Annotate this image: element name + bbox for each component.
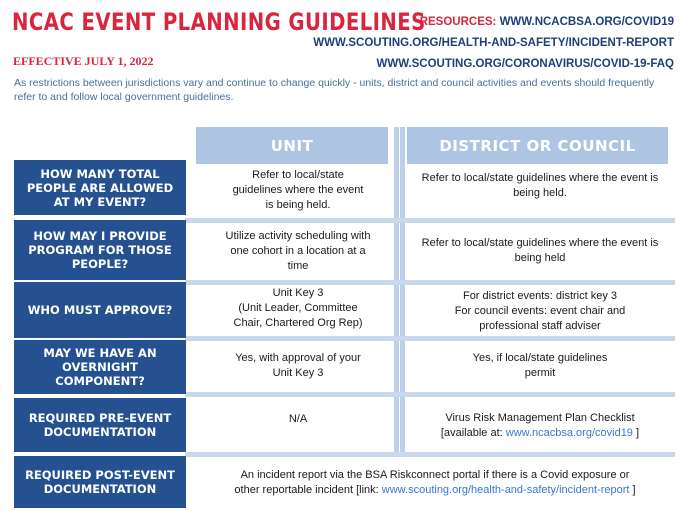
vertical-divider bbox=[394, 127, 399, 457]
row-label-provide-program: HOW MAY I PROVIDE PROGRAM FOR THOSE PEOPLE? bbox=[14, 220, 186, 280]
cell-line: Utilize activity scheduling with bbox=[225, 229, 371, 242]
cell-district-who-approves bbox=[412, 286, 668, 336]
cell-line: N/A bbox=[288, 412, 308, 425]
cell-unit-pre-event-docs bbox=[212, 408, 384, 430]
cell-line: permit bbox=[524, 367, 556, 379]
row-label-overnight: MAY WE HAVE AN OVERNIGHT COMPONENT? bbox=[14, 340, 186, 394]
row-label-pre-event-docs: REQUIRED PRE-EVENT DOCUMENTATION bbox=[14, 398, 186, 452]
vertical-divider bbox=[400, 127, 405, 457]
row-label-post-event-docs: REQUIRED POST-EVENT DOCUMENTATION bbox=[14, 456, 186, 508]
column-header-district-council: DISTRICT OR COUNCIL bbox=[407, 127, 668, 164]
row-divider bbox=[185, 392, 675, 397]
cell-line: Refer to local/state guidelines where the event is bbox=[421, 237, 659, 249]
link-prefix: [available at: bbox=[440, 427, 506, 439]
cell-line: An incident report via the BSA Riskconnect portal if there is a Covid exposure or bbox=[240, 469, 630, 481]
link-suffix: ] bbox=[629, 484, 636, 496]
link-incident-report[interactable]: www.scouting.org/health-and-safety/incident-report bbox=[381, 484, 630, 496]
cell-line: Yes, if local/state guidelines bbox=[472, 352, 608, 364]
cell-line: (Unit Leader, Committee bbox=[238, 301, 358, 314]
row-label-who-approves: WHO MUST APPROVE? bbox=[14, 282, 186, 338]
cell-line: Virus Risk Management Plan Checklist bbox=[445, 412, 635, 424]
resources-link-covid-faq[interactable]: WWW.SCOUTING.ORG/CORONAVIRUS/COVID-19-FAQ bbox=[376, 58, 674, 70]
cell-line: Unit Key 3 bbox=[272, 286, 324, 299]
cell-unit-total-people bbox=[212, 166, 384, 214]
cell-line: being held. bbox=[513, 187, 567, 199]
cell-unit-provide-program bbox=[212, 226, 384, 276]
cell-line: Yes, with approval of your bbox=[235, 352, 361, 364]
cell-line: Refer to local/state guidelines where the event is bbox=[421, 172, 659, 184]
cell-unit-who-approves bbox=[212, 283, 384, 333]
cell-line bbox=[200, 483, 670, 498]
cell-line: guidelines where the event bbox=[232, 183, 364, 196]
intro-text: As restrictions between jurisdictions vary and continue to change quickly - units, district and council activities and events should frequently refer to and follow local government guidelines. bbox=[14, 77, 655, 103]
link-suffix: ] bbox=[632, 427, 640, 439]
cell-line bbox=[412, 426, 668, 441]
resources-block bbox=[313, 12, 674, 75]
cell-line: Unit Key 3 bbox=[272, 367, 324, 379]
resources-line-1 bbox=[313, 12, 674, 33]
cell-line: Chair, Chartered Org Rep) bbox=[233, 316, 363, 329]
page-title: NCAC EVENT PLANNING GUIDELINES bbox=[12, 8, 426, 36]
resources-link-covid19[interactable]: WWW.NCACBSA.ORG/COVID19 bbox=[499, 16, 674, 28]
cell-line: Refer to local/state bbox=[252, 168, 344, 181]
cell-district-provide-program bbox=[412, 226, 668, 276]
resources-label: RESOURCES: bbox=[419, 16, 497, 28]
effective-date: EFFECTIVE JULY 1, 2022 bbox=[13, 54, 154, 68]
cell-line: one cohort in a location at a bbox=[230, 244, 366, 257]
cell-line: For council events: event chair and bbox=[454, 304, 626, 317]
row-divider bbox=[185, 218, 675, 223]
link-ncacbsa-covid19[interactable]: www.ncacbsa.org/covid19 bbox=[505, 427, 633, 439]
cell-line: For district events: district key 3 bbox=[462, 289, 618, 302]
row-label-total-people: HOW MANY TOTAL PEOPLE ARE ALLOWED AT MY EVENT? bbox=[14, 160, 186, 215]
row-divider bbox=[185, 336, 675, 341]
resources-link-incident-report[interactable]: WWW.SCOUTING.ORG/HEALTH-AND-SAFETY/INCIDENT-REPORT bbox=[313, 37, 674, 49]
row-divider bbox=[185, 452, 675, 457]
link-prefix: other reportable incident [link: bbox=[234, 484, 382, 496]
cell-line: being held bbox=[514, 252, 566, 264]
cell-line: time bbox=[287, 259, 309, 272]
cell-district-overnight bbox=[412, 348, 668, 384]
cell-line: professional staff adviser bbox=[479, 319, 601, 332]
cell-line: is being held. bbox=[265, 198, 331, 211]
cell-post-event-docs bbox=[200, 465, 670, 501]
cell-district-total-people bbox=[412, 166, 668, 206]
column-header-unit: UNIT bbox=[196, 127, 388, 164]
cell-unit-overnight bbox=[212, 348, 384, 384]
cell-district-pre-event-docs bbox=[412, 408, 668, 444]
